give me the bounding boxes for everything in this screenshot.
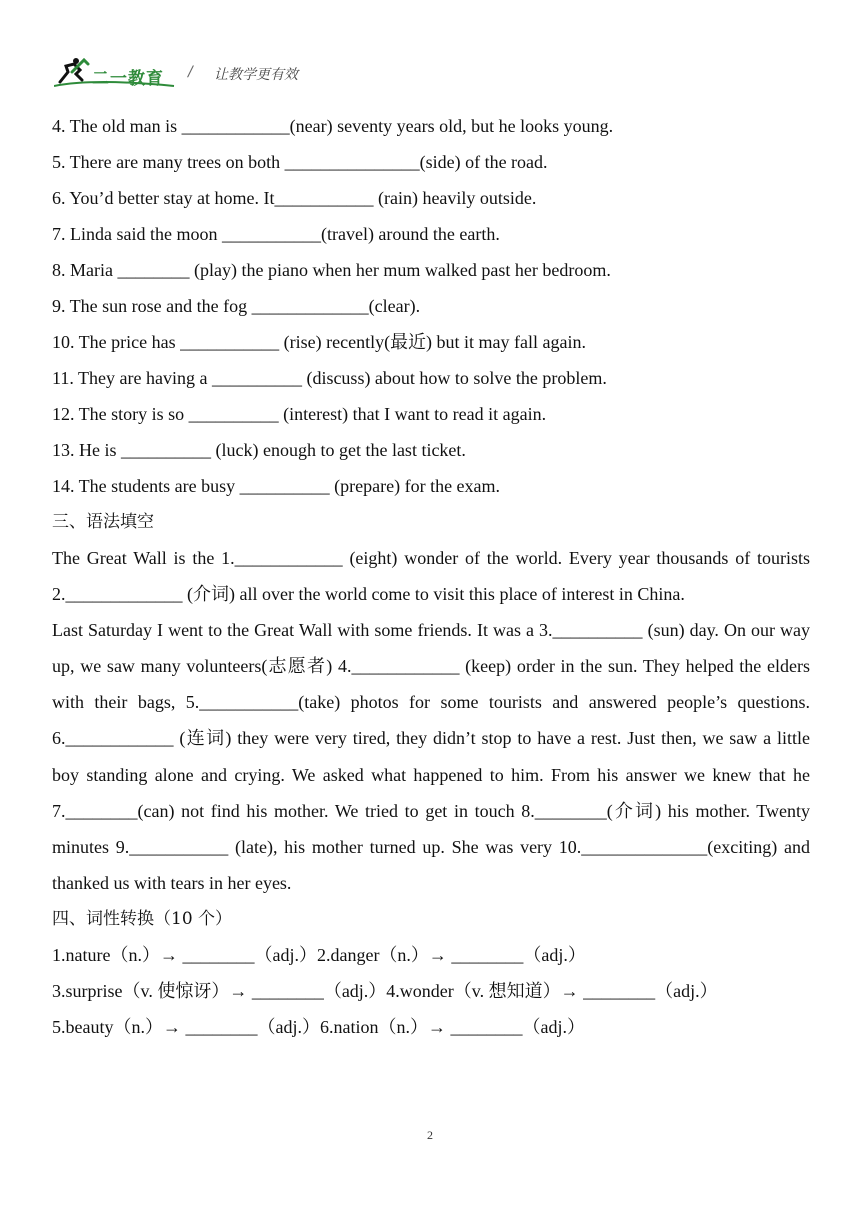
word-transform-row-3: 5.beauty（n.）→ ________（adj.）6.nation（n.）→ ________（adj.） [52,1016,585,1037]
cloze-paragraph-1: The Great Wall is the 1.____________ (eight) wonder of the world. Every year thousands of tourists 2._____________ (介词) all over the world come to visit this place of interest in China. [52,548,810,605]
fill-item-9: 9. The sun rose and the fog _____________(clear). [52,296,421,316]
fill-item-6: 6. You’d better stay at home. It___________ (rain) heavily outside. [52,188,537,208]
fill-item-10: 10. The price has ___________ (rise) recently(最近) but it may fall again. [52,332,587,352]
fill-item-7: 7. Linda said the moon ___________(travel) around the earth. [52,224,500,244]
section-3-title: 三、语法填空 [52,512,154,532]
word-transform-row-2: 3.surprise（v. 使惊讶）→ ________（adj.）4.wonder（v. 想知道）→ ________（adj.） [52,980,718,1001]
header-separator: / [188,64,193,80]
section-4-title: 四、词性转换（10 个） [52,908,233,929]
page-header [54,56,454,92]
fill-item-8: 8. Maria ________ (play) the piano when her mum walked past her bedroom. [52,260,611,280]
logo-text: 二一教育 [92,69,164,89]
fill-item-12: 12. The story is so __________ (interest) that I want to read it again. [52,404,547,424]
fill-item-4: 4. The old man is ____________(near) seventy years old, but he looks young. [52,116,614,136]
word-transform-row-1: 1.nature（n.）→ ________（adj.）2.danger（n.）→ ________（adj.） [52,944,586,965]
fill-item-13: 13. He is __________ (luck) enough to get the last ticket. [52,440,466,460]
page-number: 2 [427,1128,433,1142]
worksheet-content [52,108,810,1045]
cloze-paragraph-2: Last Saturday I went to the Great Wall with some friends. It was a 3.__________ (sun) day. On our way up, we saw many volunteers(志愿者) 4.____________ (keep) order in the sun. They helped the elders with their bags, 5.___________(take) photos for some tourists and answered people’s questions. 6.____________ (连词) they were very tired, they didn’t stop to have a rest. Just then, we saw a little boy standing alone and crying. We asked what happened to him. From his answer we knew that he 7.________(can) not find his mother. We tried to get in touch 8.________(介词) his mother. Twenty minutes 9.___________ (late), his mother turned up. She was very 10.______________(exciting) and thanked us with tears in her eyes. [52,620,810,893]
header-slogan: 让教学更有效 [214,67,298,83]
fill-item-5: 5. There are many trees on both _______________(side) of the road. [52,152,548,172]
fill-item-14: 14. The students are busy __________ (prepare) for the exam. [52,476,501,496]
fill-item-11: 11. They are having a __________ (discuss) about how to solve the problem. [52,368,607,388]
